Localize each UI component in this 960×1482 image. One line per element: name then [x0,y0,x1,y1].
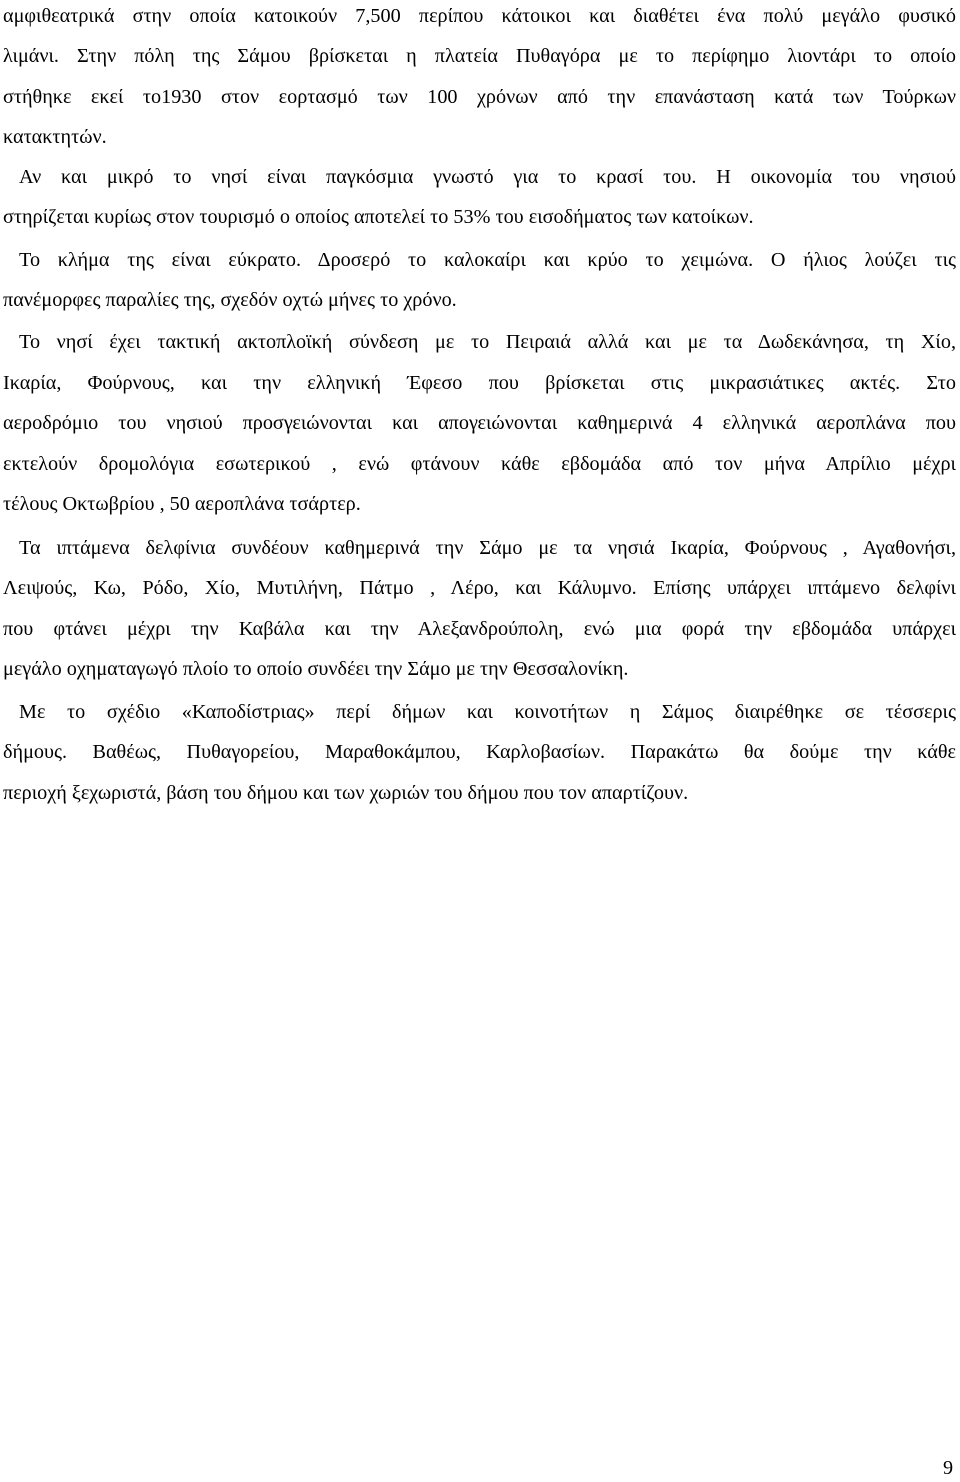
text-line: Το κλήμα της είναι εύκρατο. Δροσερό το καλοκαίρι και κρύο το χειμώνα. Ο ήλιος λούζει τις [19,249,956,271]
page-number: 9 [943,1457,954,1479]
text-line: που φτάνει μέχρι την Καβάλα και την Αλεξανδρούπολη, ενώ μια φορά την εβδομάδα υπάρχει [3,618,956,640]
text-line: στήθηκε εκεί το1930 στον εορτασμό των 100 χρόνων από την επανάσταση κατά των Τούρκων [3,86,956,108]
text-line: εκτελούν δρομολόγια εσωτερικού , ενώ φτάνουν κάθε εβδομάδα από τον μήνα Απρίλιο μέχρι [3,453,956,475]
text-line: στηρίζεται κυρίως στον τουρισμό ο οποίος αποτελεί το 53% του εισοδήματος των κατοίκων. [3,206,754,228]
text-line: Το νησί έχει τακτική ακτοπλοϊκή σύνδεση με το Πειραιά αλλά και με τα Δωδεκάνησα, τη Χίο, [19,331,956,353]
text-line: Λειψούς, Κω, Ρόδο, Χίο, Μυτιλήνη, Πάτμο , Λέρο, και Κάλυμνο. Επίσης υπάρχει ιπτάμενο δελφίνι [3,577,956,599]
text-line: αμφιθεατρικά στην οποία κατοικούν 7,500 περίπου κάτοικοι και διαθέτει ένα πολύ μεγάλο φυσικό [3,5,956,27]
text-line: Αν και μικρό το νησί είναι παγκόσμια γνωστό για το κρασί του. Η οικονομία του νησιού [19,166,956,188]
text-line: Ικαρία, Φούρνους, και την ελληνική Έφεσο που βρίσκεται στις μικρασιάτικες ακτές. Στο [3,372,956,394]
text-line: τέλους Οκτωβρίου , 50 αεροπλάνα τσάρτερ. [3,493,361,515]
text-line: δήμους. Βαθέως, Πυθαγορείου, Μαραθοκάμπου, Καρλοβασίων. Παρακάτω θα δούμε την κάθε [3,741,956,763]
text-line: αεροδρόμιο του νησιού προσγειώνονται και απογειώνονται καθημερινά 4 ελληνικά αεροπλάνα που [3,412,956,434]
document-page [3,0,956,1482]
text-line: Με το σχέδιο «Καποδίστριας» περί δήμων και κοινοτήτων η Σάμος διαιρέθηκε σε τέσσερις [19,701,956,723]
text-line: κατακτητών. [3,126,107,148]
text-line: πανέμορφες παραλίες της, σχεδόν οχτώ μήνες το χρόνο. [3,289,457,311]
text-line: μεγάλο οχηματαγωγό πλοίο το οποίο συνδέει την Σάμο με την Θεσσαλονίκη. [3,658,629,680]
text-line: περιοχή ξεχωριστά, βάση του δήμου και των χωριών του δήμου που τον απαρτίζουν. [3,782,689,804]
text-line: Τα ιπτάμενα δελφίνια συνδέουν καθημερινά την Σάμο με τα νησιά Ικαρία, Φούρνους , Αγαθονήσι, [19,537,956,559]
text-line: λιμάνι. Στην πόλη της Σάμου βρίσκεται η πλατεία Πυθαγόρα με το περίφημο λιοντάρι το οποίο [3,45,956,67]
